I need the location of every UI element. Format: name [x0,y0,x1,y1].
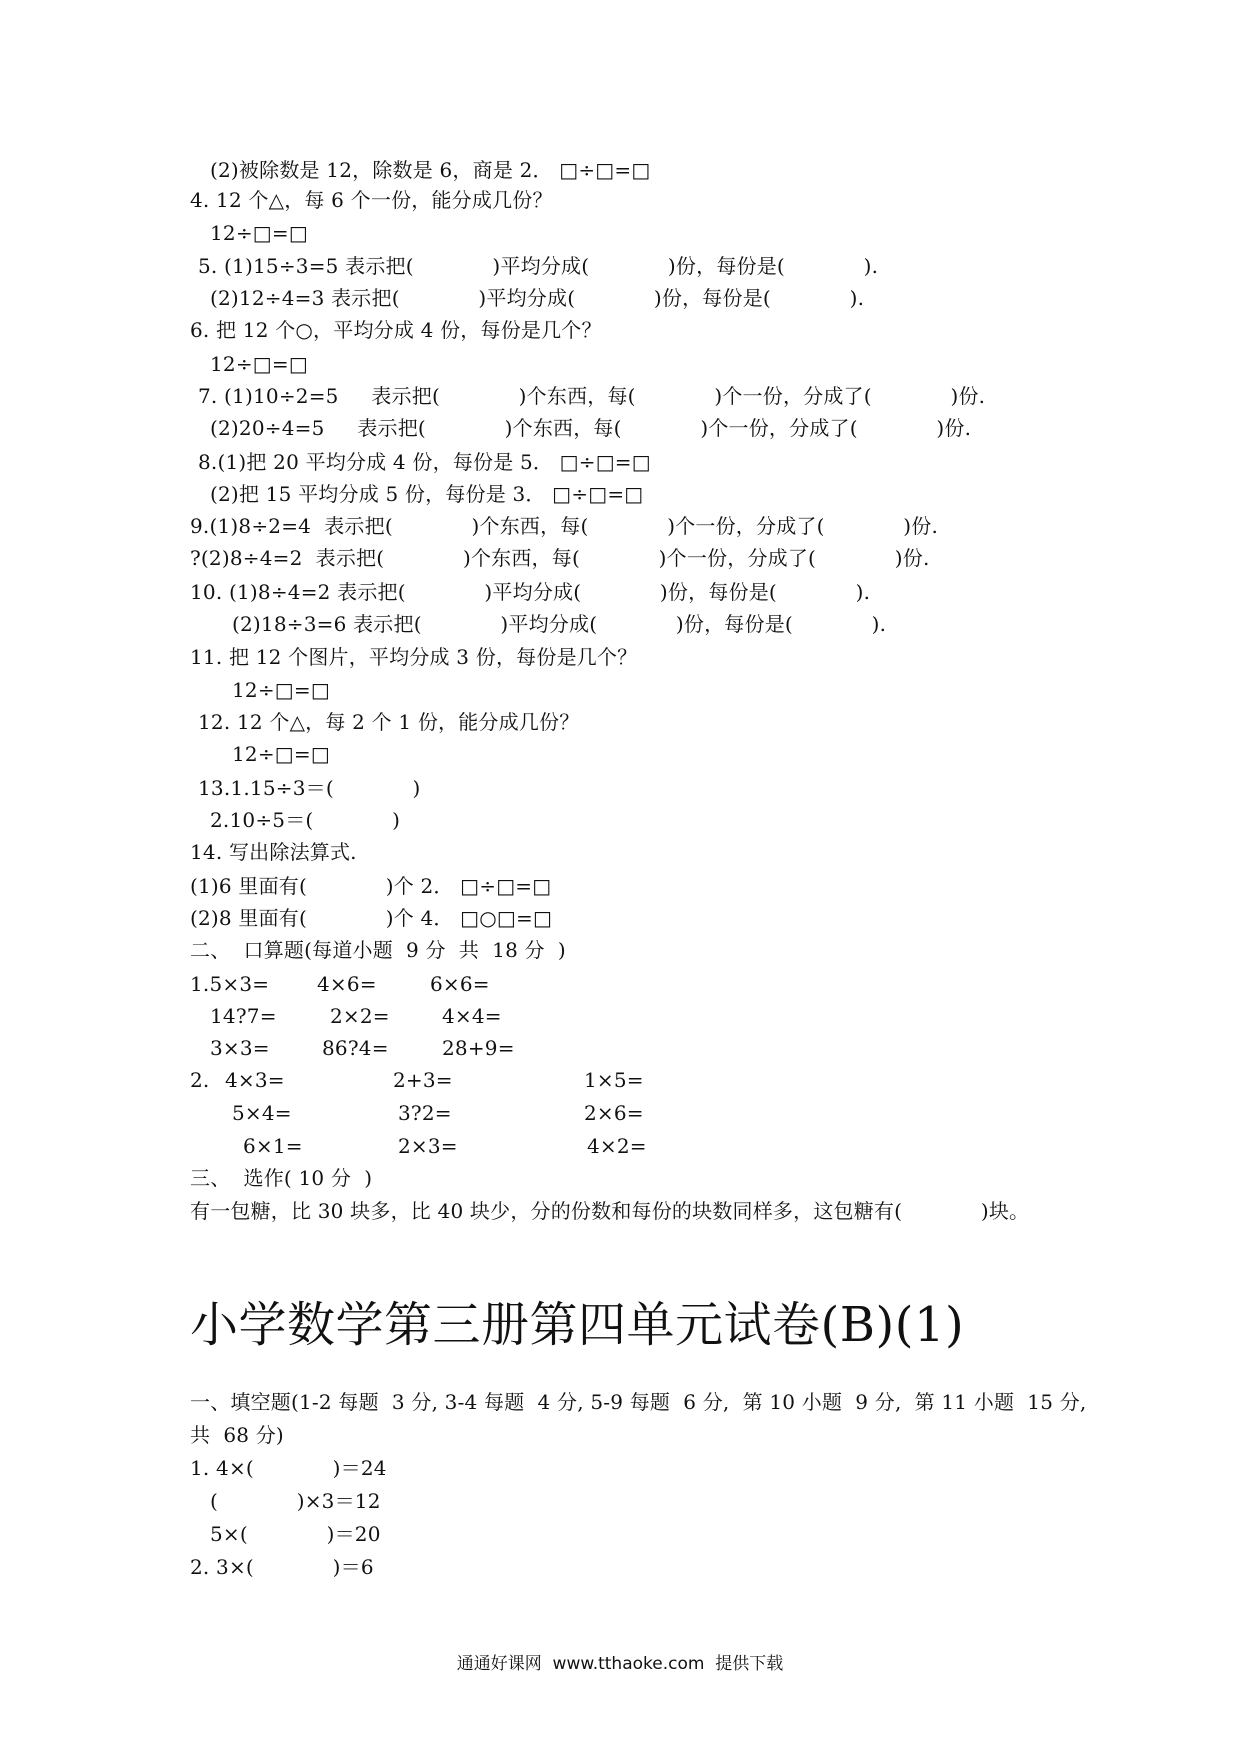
oral-item: 28+9= [442,1036,515,1060]
line-b-q1-2: ( )×3＝12 [210,1489,381,1513]
oral-item: 3?2= [398,1101,452,1125]
oral-item: 2+3= [393,1068,453,1092]
line-q12-formula: 12÷□=□ [232,742,330,766]
line-q10-1: 10. (1)8÷4=2 表示把( )平均分成( )份，每份是( ). [190,580,871,604]
oral-item: 2×3= [398,1134,458,1158]
line-q5-2: (2)12÷4=3 表示把( )平均分成( )份，每份是( ). [210,286,865,310]
line-q13-1: 13.1.15÷3＝( ) [198,776,421,800]
section-one-heading: 一、填空题(1-2 每题 3 分, 3-4 每题 4 分, 5-9 每题 6 分, 第 10 小题 9 分, 第 11 小题 15 分, [190,1390,1087,1414]
oral-item: 2×6= [584,1101,644,1125]
line-q7-1: 7. (1)10÷2=5 表示把( )个东西，每( )个一份，分成了( )份. [198,384,986,408]
oral-item: 4×2= [587,1134,647,1158]
line-q13-2: 2.10÷5＝( ) [210,808,401,832]
line-q9-2: ?(2)8÷4=2 表示把( )个东西，每( )个一份，分成了( )份. [190,546,930,570]
line-q4: 4. 12 个△，每 6 个一份，能分成几份？ [190,188,553,212]
line-q14-2: (2)8 里面有( )个 4． □○□=□ [190,906,553,930]
section-two-heading: 二、 口算题(每道小题 9 分 共 18 分 ) [190,938,566,962]
line-q8-2: (2)把 15 平均分成 5 份，每份是 3． □÷□=□ [210,482,644,506]
exam-title: 小学数学第三册第四单元试卷(B)(1) [190,1297,965,1353]
line-q14-1: (1)6 里面有( )个 2． □÷□=□ [190,874,552,898]
line-q14: 14. 写出除法算式. [190,840,357,864]
oral-item: 5×4= [232,1101,292,1125]
line-q11: 11. 把 12 个图片，平均分成 3 份，每份是几个？ [190,645,638,669]
line-q5-1: 5. (1)15÷3=5 表示把( )平均分成( )份，每份是( ). [198,254,879,278]
oral-item: 14?7= [210,1004,277,1028]
line-q8-1: 8.(1)把 20 平均分成 4 份，每份是 5． □÷□=□ [198,450,651,474]
oral-item: 2×2= [330,1004,390,1028]
oral-item: 4×3= [225,1068,285,1092]
line-b-q1-3: 5×( )＝20 [210,1522,381,1546]
oral-item: 1×5= [584,1068,644,1092]
oral-item: 4×4= [442,1004,502,1028]
oral-item: 86?4= [322,1036,389,1060]
oral-group-number: 2. [190,1068,210,1092]
oral-item: 6×1= [243,1134,303,1158]
line-q9-1: 9.(1)8÷2=4 表示把( )个东西，每( )个一份，分成了( )份. [190,514,939,538]
line-q12: 12. 12 个△，每 2 个 1 份，能分成几份？ [198,710,580,734]
oral-item: 6×6= [430,972,490,996]
line-q10-2: (2)18÷3=6 表示把( )平均分成( )份，每份是( ). [232,612,887,636]
section-three-heading: 三、 选作( 10 分 ) [190,1166,373,1190]
line-optional-question: 有一包糖，比 30 块多，比 40 块少，分的份数和每份的块数同样多，这包糖有( )块。 [190,1199,1030,1223]
line-q11-formula: 12÷□=□ [232,678,330,702]
page-footer: 通通好课网 www.tthaoke.com 提供下载 [456,1654,784,1674]
oral-item: 1.5×3= [190,972,270,996]
line-q7-2: (2)20÷4=5 表示把( )个东西，每( )个一份，分成了( )份. [210,416,972,440]
line-q6: 6. 把 12 个○，平均分成 4 份，每份是几个？ [190,318,602,342]
line-q6-formula: 12÷□=□ [210,352,308,376]
line-b-q1-1: 1. 4×( )＝24 [190,1456,387,1480]
line-q3-2: (2)被除数是 12，除数是 6，商是 2． □÷□=□ [210,158,651,182]
oral-item: 4×6= [317,972,377,996]
line-b-q2-1: 2. 3×( )＝6 [190,1555,374,1579]
line-q4-formula: 12÷□=□ [210,221,308,245]
oral-item: 3×3= [210,1036,270,1060]
section-one-heading-cont: 共 68 分) [190,1423,284,1447]
